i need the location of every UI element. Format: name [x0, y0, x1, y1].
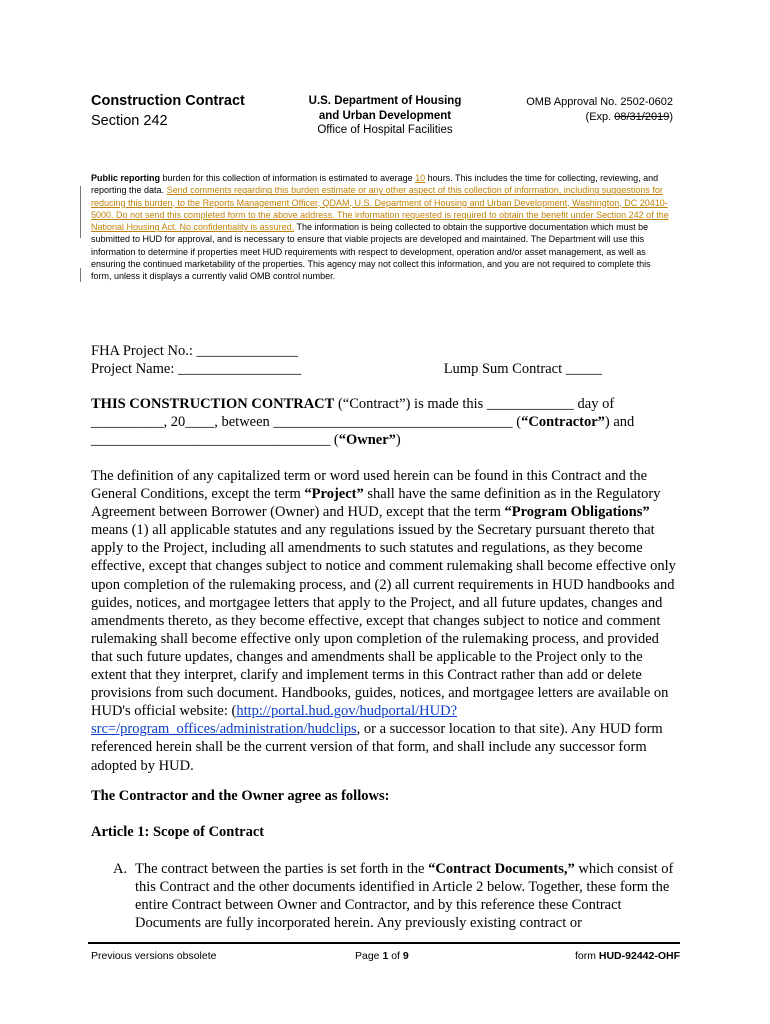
item-a-t1: The contract between the parties is set forth in the — [135, 861, 429, 877]
revision-bar — [80, 186, 81, 238]
item-a-text — [135, 860, 681, 932]
intro-p1: (“Contract”) is made this ____________ day of __________, 20____, between _________________________________ ( — [91, 396, 615, 431]
definitions-paragraph — [91, 467, 681, 775]
agency-block — [285, 94, 485, 138]
revision-bar — [80, 268, 81, 282]
footer-left: Previous versions obsolete — [91, 950, 217, 962]
project-name-field: Project Name: _________________ — [91, 361, 302, 377]
article-1-item-a — [113, 860, 681, 932]
footer-form — [520, 950, 680, 962]
page-prefix: Page — [355, 950, 383, 962]
burden-text2: hours. This includes the time for collecting, reviewing, and reporting the data. — [91, 173, 659, 196]
burden-text3: The information is being collected to obtain the supportive documentation which must be submitted to HUD for approval, and is necessary to ensure that viable projects are developed and maintained. The Department will use this information to determine if properties meet HUD requirements with respect to development, operation and/or asset management, as well as ensuring the continued marketability of the properties. This agency may not collect this information, and you are not required to complete this form, unless it displays a currently valid OMB control number. — [91, 222, 651, 282]
intro-bold: THIS CONSTRUCTION CONTRACT — [91, 396, 335, 412]
burden-hours: 10 — [415, 173, 426, 183]
document-title-block — [91, 92, 291, 131]
item-a-t2: which consist of this Contract and the other documents identified in Article 2 below. Together, these form the entire Contract between Owner and Contractor, and by this reference these Contract Documents are fully incorporated herein. Any previously existing contract or — [135, 861, 674, 932]
document-title: Construction Contract — [91, 93, 245, 109]
def-s4: , or a successor location to that site). Any HUD form referenced herein shall be the current version of that form, and shall include any successor form adopted by HUD. — [91, 721, 663, 774]
def-project: “Project” — [304, 486, 364, 503]
omb-expiration — [470, 110, 673, 125]
project-name-row — [91, 360, 681, 378]
agreement-heading: The Contractor and the Owner agree as follows: — [91, 788, 390, 804]
intro-owner: “Owner” — [338, 432, 396, 449]
lump-sum-field: Lump Sum Contract _____ — [443, 361, 602, 377]
agency-line2: and Urban Development — [318, 109, 452, 122]
exp-prefix: (Exp. — [585, 110, 615, 123]
burden-lead: Public reporting — [91, 173, 161, 183]
footer-page — [355, 950, 409, 962]
burden-text1: burden for this collection of information is estimated to average — [160, 173, 416, 183]
def-s2: shall have the same definition as in the Regulatory Agreement between Borrower (Owner) and HUD, except that the term — [91, 486, 661, 521]
article-1-heading: Article 1: Scope of Contract — [91, 824, 265, 840]
def-s1: The definition of any capitalized term or word used herein can be found in this Contract and the General Conditions, except the term — [91, 468, 648, 503]
footer-divider — [88, 942, 680, 944]
page-total: 9 — [402, 950, 409, 962]
def-program: “Program Obligations” — [504, 504, 650, 521]
office-name: Office of Hospital Facilities — [317, 124, 453, 136]
exp-date: 08/31/2019 — [614, 110, 670, 123]
intro-p3: ) — [395, 432, 401, 449]
hudclips-link[interactable]: http://portal.hud.gov/hudportal/HUD?src=/program_offices/administration/hudclips — [91, 703, 458, 738]
form-prefix: form — [574, 950, 599, 962]
burden-tracked-change: Send comments regarding this burden estimate or any other aspect of this collection of information, including suggestions for reducing this burden, to the Reports Management Officer, QDAM, U.S. Department of Housing and Urban Development, Washington, DC 20410-5000. Do not send this completed form to the above address. The information requested is required to obtain the benefit under Section 242 of the National Housing Act. No confidentiality is assured. — [91, 185, 669, 233]
project-fields — [91, 342, 681, 378]
page-number: 1 — [382, 950, 389, 962]
fha-project-no: FHA Project No.: ______________ — [91, 343, 299, 359]
form-number: HUD-92442-OHF — [598, 950, 680, 962]
document-section: Section 242 — [91, 113, 168, 129]
page-of: of — [388, 950, 403, 962]
omb-approval: OMB Approval No. 2502-0602 — [526, 96, 673, 108]
intro-p2: ) and _________________________________ ( — [91, 414, 635, 449]
def-s3: means (1) all applicable statutes and any regulations issued by the Secretary pursuant thereto that apply to the Project, including all amendments to such statutes and regulations, as they become effective, except that changes subject to notice and comment rulemaking shall become effective only upon completion of the rulemaking process, and (2) all current requirements in HUD handbooks and guides, notices, and mortgagee letters that apply to the Project, and all future updates, changes and amendments thereto, as they become effective, except that changes subject to notice and comment rulemaking shall become effective only upon completion of the rulemaking process, and provided that such future updates, changes and amendments shall be applicable to the Project only to the extent that they interpret, clarify and implement terms in this Contract rather than add or delete provisions from such document. Handbooks, guides, notices, and mortgagee letters are available on HUD's official website: ( — [91, 522, 676, 720]
item-a-bold: “Contract Documents,” — [428, 861, 575, 877]
burden-statement — [91, 172, 671, 283]
omb-block — [470, 95, 673, 124]
exp-suffix: ) — [669, 110, 673, 123]
agency-line1: U.S. Department of Housing — [308, 95, 462, 107]
intro-contractor: “Contractor” — [521, 414, 605, 431]
item-a-label: A. — [113, 861, 128, 877]
contract-intro — [91, 395, 681, 450]
